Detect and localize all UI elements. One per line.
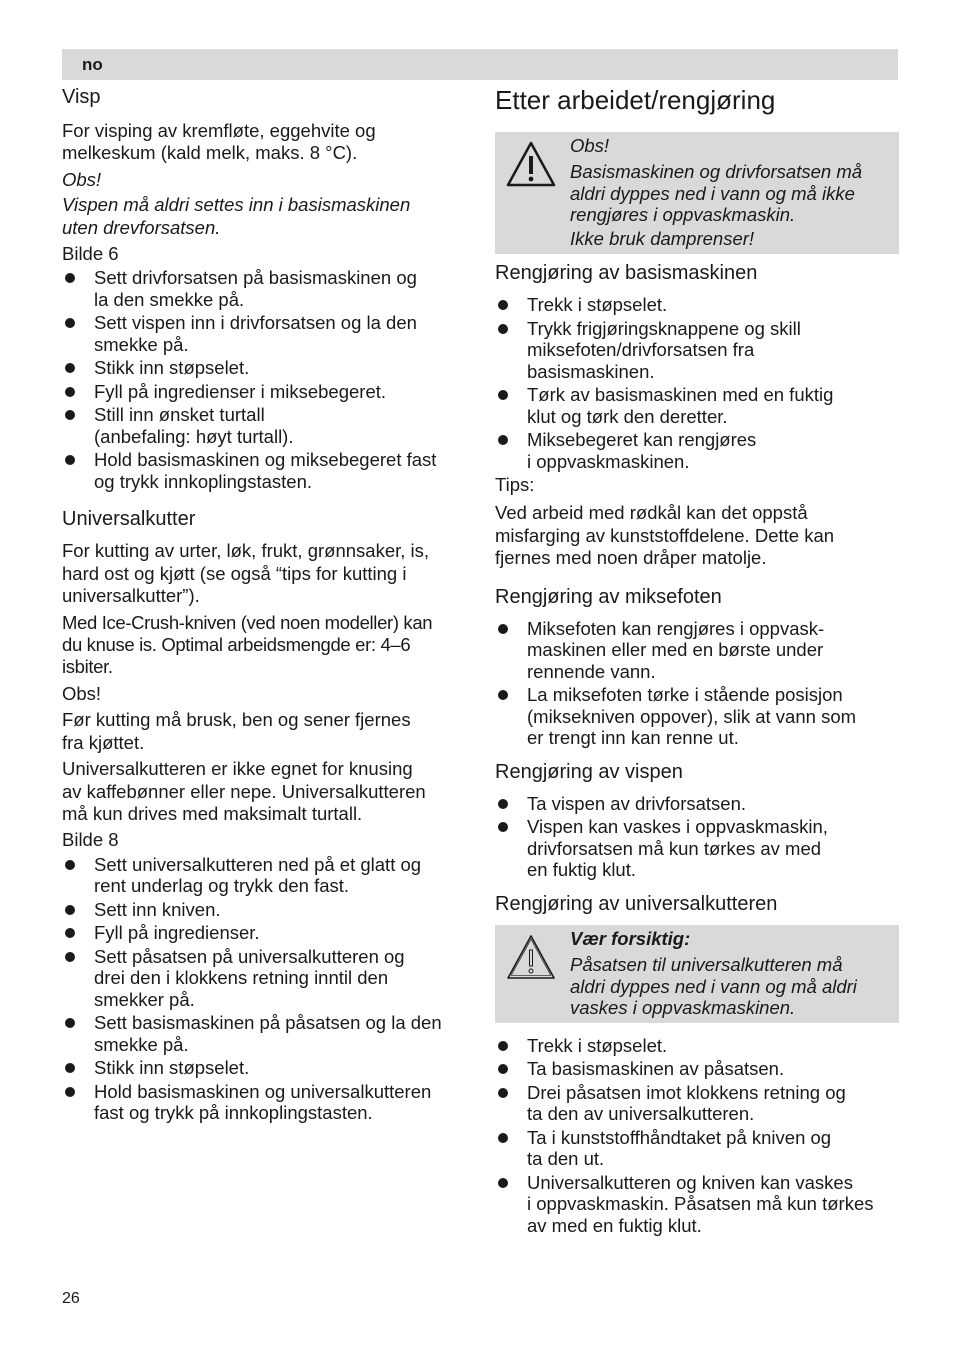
list-item: Hold basismaskinen og miksebegeret fast og trykk innkoplingstasten. bbox=[62, 449, 464, 492]
page-title: Etter arbeidet/rengjøring bbox=[495, 85, 776, 115]
list-item: Universalkutteren og kniven kan vaskes i oppvaskmaskin. Påsatsen må kun tørkes av med en fuktig klut. bbox=[495, 1172, 899, 1237]
left-column bbox=[62, 84, 464, 1126]
visp-obs-text: Vispen må aldri settes inn i basismaskinen uten drevforsatsen. bbox=[62, 194, 411, 238]
tips-label: Tips: bbox=[495, 474, 535, 495]
universal-paragraph-1: For kutting av urter, løk, frukt, grønnsaker, is, hard ost og kjøtt (se også “tips for kutting i universalkutter”). bbox=[62, 540, 430, 607]
universal-steps bbox=[62, 854, 464, 1124]
caution-icon bbox=[505, 933, 557, 981]
list-item: Sett vispen inn i drivforsatsen og la den smekke på. bbox=[62, 312, 464, 355]
list-item: Vispen kan vaskes i oppvaskmaskin, drivforsatsen må kun tørkes av med en fuktig klut. bbox=[495, 816, 899, 881]
list-item: Sett basismaskinen på påsatsen og la den smekke på. bbox=[62, 1012, 464, 1055]
visp-heading: Visp bbox=[62, 86, 101, 108]
right-column bbox=[495, 84, 899, 1238]
visp-steps bbox=[62, 267, 464, 492]
universal-obs-text: Før kutting må brusk, ben og sener fjernes fra kjøttet. bbox=[62, 709, 411, 753]
list-item: Sett universalkutteren ned på et glatt og rent underlag og trykk den fast. bbox=[62, 854, 464, 897]
whisk-cleaning-steps bbox=[495, 793, 899, 881]
cutter-cleaning-steps bbox=[495, 1035, 899, 1237]
universal-obs-label: Obs! bbox=[62, 682, 102, 704]
whisk-cleaning-heading: Rengjøring av vispen bbox=[495, 760, 683, 783]
list-item: Hold basismaskinen og universalkutteren fast og trykk på innkoplingstasten. bbox=[62, 1081, 464, 1124]
cutter-cleaning-heading: Rengjøring av universalkutteren bbox=[495, 892, 778, 915]
page-number: 26 bbox=[62, 1290, 80, 1307]
list-item: Still inn ønsket turtall (anbefaling: høyt turtall). bbox=[62, 404, 464, 447]
list-item: Drei påsatsen imot klokkens retning og ta den av universalkutteren. bbox=[495, 1082, 899, 1125]
list-item: Trekk i støpselet. bbox=[495, 294, 899, 316]
list-item: Ta vispen av drivforsatsen. bbox=[495, 793, 899, 815]
foot-cleaning-heading: Rengjøring av miksefoten bbox=[495, 585, 722, 608]
universal-figure-ref: Bilde 8 bbox=[62, 829, 119, 851]
base-cleaning-steps bbox=[495, 294, 899, 472]
list-item: Miksebegeret kan rengjøres i oppvaskmaskinen. bbox=[495, 429, 899, 472]
warning-text: Basismaskinen og drivforsatsen må aldri dyppes ned i vann og må ikke rengjøres i oppvaskmaskin. bbox=[570, 161, 863, 226]
list-item: Trekk i støpselet. bbox=[495, 1035, 899, 1057]
list-item: Fyll på ingredienser i miksebegeret. bbox=[62, 381, 464, 403]
foot-cleaning-steps bbox=[495, 618, 899, 749]
list-item: Stikk inn støpselet. bbox=[62, 357, 464, 379]
base-cleaning-heading: Rengjøring av basismaskinen bbox=[495, 262, 758, 284]
universal-paragraph-2: Med Ice-Crush-kniven (ved noen modeller) kan du knuse is. Optimal arbeidsmengde er: 4–6 isbiter. bbox=[62, 611, 433, 678]
visp-description: For visping av kremfløte, eggehvite og melkeskum (kald melk, maks. 8 °C). bbox=[62, 120, 376, 164]
warning-box bbox=[495, 132, 899, 254]
caution-label: Vær forsiktig: bbox=[570, 927, 691, 949]
warning-icon bbox=[505, 140, 557, 188]
warning-label: Obs! bbox=[570, 135, 610, 156]
visp-obs-label: Obs! bbox=[62, 168, 102, 190]
language-bar bbox=[62, 49, 898, 80]
list-item: La miksefoten tørke i stående posisjon (miksekniven oppover), slik at vann som er trengt inn kan renne ut. bbox=[495, 684, 899, 749]
universal-heading: Universalkutter bbox=[62, 508, 196, 531]
list-item: Sett drivforsatsen på basismaskinen og la den smekke på. bbox=[62, 267, 464, 310]
list-item: Ta basismaskinen av påsatsen. bbox=[495, 1058, 899, 1080]
language-code: no bbox=[82, 55, 103, 74]
list-item: Ta i kunststoffhåndtaket på kniven og ta den ut. bbox=[495, 1127, 899, 1170]
list-item: Miksefoten kan rengjøres i oppvask- maskinen eller med en børste under rennende vann. bbox=[495, 618, 899, 683]
caution-text: Påsatsen til universalkutteren må aldri dyppes ned i vann og må aldri vaskes i oppvaskmaskinen. bbox=[570, 954, 857, 1019]
list-item: Tørk av basismaskinen med en fuktig klut og tørk den deretter. bbox=[495, 384, 899, 427]
list-item: Stikk inn støpselet. bbox=[62, 1057, 464, 1079]
universal-paragraph-3: Universalkutteren er ikke egnet for knusing av kaffebønner eller nepe. Universalkutteren må kun drives med maksimalt turtall. bbox=[62, 758, 426, 824]
list-item: Sett inn kniven. bbox=[62, 899, 464, 921]
list-item: Sett påsatsen på universalkutteren og drei den i klokkens retning inntil den smekker på. bbox=[62, 946, 464, 1011]
visp-figure-ref: Bilde 6 bbox=[62, 243, 119, 265]
caution-box bbox=[495, 925, 899, 1023]
list-item: Trykk frigjøringsknappene og skill miksefoten/drivforsatsen fra basismaskinen. bbox=[495, 318, 899, 383]
warning-extra: Ikke bruk damprenser! bbox=[570, 227, 755, 249]
tips-text: Ved arbeid med rødkål kan det oppstå misfarging av kunststoffdelene. Dette kan fjernes med noen dråper matolje. bbox=[495, 502, 835, 569]
list-item: Fyll på ingredienser. bbox=[62, 922, 464, 944]
